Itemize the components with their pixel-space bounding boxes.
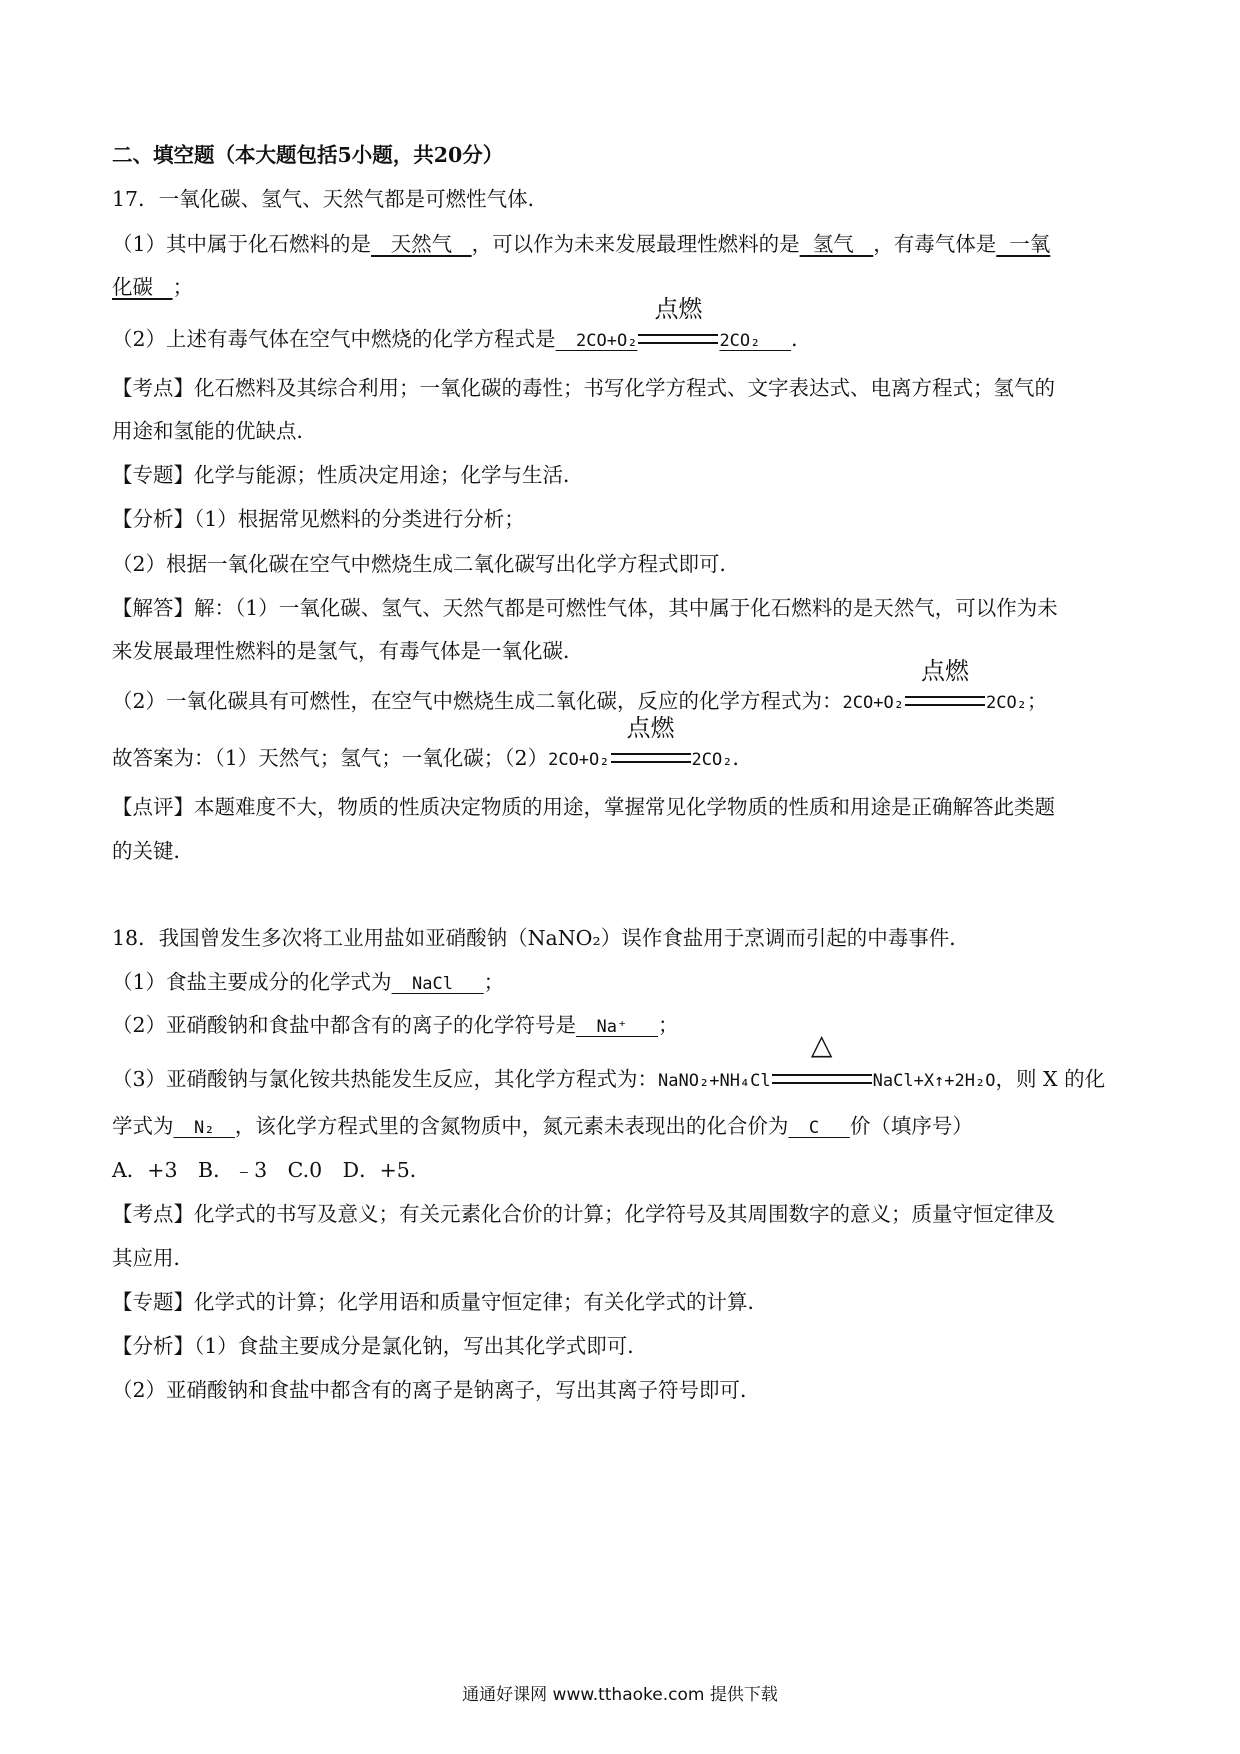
equal-bars-icon — [772, 1074, 872, 1084]
q17-part2: （2）上述有毒气体在空气中燃烧的化学方程式是 2CO+O₂ 点燃 2CO₂ ． — [112, 324, 812, 356]
page-footer: 通通好课网 www.tthaoke.com 提供下载 — [462, 1685, 778, 1705]
q17-answer-ideal-fuel: 氢气 — [799, 232, 874, 256]
q17-zhuanti: 【专题】化学与能源；性质决定用途；化学与生活． — [112, 463, 584, 487]
q17-dianping-2: 的关键． — [112, 839, 194, 863]
q17-jieda-2: 来发展最理性燃料的是氢气，有毒气体是一氧化碳． — [112, 639, 584, 663]
q17-jieda-1: 【解答】解：（1）一氧化碳、氢气、天然气都是可燃性气体，其中属于化石燃料的是天然气，可以作为未 — [112, 596, 1058, 620]
reaction-arrow — [772, 1028, 872, 1094]
condition-burn: 点燃 — [626, 714, 675, 742]
equal-bars-icon — [611, 753, 691, 763]
q18-kaodian-line1: 【考点】化学式的书写及意义；有关元素化合价的计算；化学符号及其周围数字的意义；质量守恒定律及 — [112, 1202, 1055, 1226]
q18-stem: 18．我国曾发生多次将工业用盐如亚硝酸钠（NaNO₂）误作食盐用于烹调而引起的中毒事件． — [112, 926, 970, 950]
q18-part3: （3）亚硝酸钠与氯化铵共热能发生反应，其化学方程式为：NaNO₂+NH₄Cl △ NaCl+X↑+2H₂O，则 X 的化 — [112, 1064, 1105, 1096]
q18-eq-right: NaCl+X↑+2H₂O — [872, 1071, 996, 1091]
condition-burn: 点燃 — [920, 657, 969, 685]
q18-answer-valence: C — [788, 1118, 850, 1138]
equal-bars-icon — [638, 334, 718, 344]
q17-summary-eq-left: 2CO+O₂ — [548, 750, 610, 770]
q17-kaodian-line1: 【考点】化石燃料及其综合利用；一氧化碳的毒性；书写化学方程式、文字表达式、电离方程式；氢气的 — [112, 376, 1055, 400]
q17-fenxi-2: （2）根据一氧化碳在空气中燃烧生成二氧化碳写出化学方程式即可． — [112, 552, 741, 576]
q17-dianping-1: 【点评】本题难度不大，物质的性质决定物质的用途，掌握常见化学物质的性质和用途是正确解答此类题 — [112, 795, 1055, 819]
reaction-arrow — [638, 295, 718, 354]
q17-summary-eq-right: 2CO₂ — [691, 750, 733, 770]
equal-bars-icon — [905, 696, 985, 706]
q18-fenxi-1: 【分析】（1）食盐主要成分是氯化钠，写出其化学式即可． — [112, 1334, 648, 1358]
q17-jieda-3: （2）一氧化碳具有可燃性，在空气中燃烧生成二氧化碳，反应的化学方程式为：2CO+O₂ 点燃 2CO₂； — [112, 686, 1047, 718]
q17-part1-line2: 化碳 ； — [112, 272, 193, 302]
q17-jieda-eq-left: 2CO+O₂ — [842, 693, 904, 713]
q17-part1-line1: （1）其中属于化石燃料的是 天然气 ，可以作为未来发展最理性燃料的是 氢气 ，有毒气体是 一氧 — [112, 229, 1050, 259]
q18-part3-cont: 学式为 N₂ ，该化学方程式里的含氮物质中，氮元素未表现出的化合价为 C 价（填序号） — [112, 1111, 973, 1143]
q17-equation-left: 2CO+O₂ — [555, 331, 638, 351]
q18-options: A．+3 B．﹣3 C.0 D．+5． — [112, 1158, 431, 1182]
q17-jieda-eq-right: 2CO₂ — [985, 693, 1027, 713]
reaction-arrow — [611, 714, 691, 773]
heat-triangle-icon: △ — [810, 1028, 833, 1061]
q17-answer-fossil-fuel: 天然气 — [371, 232, 472, 256]
q18-part2: （2）亚硝酸钠和食盐中都含有的离子的化学符号是 Na⁺ ； — [112, 1010, 678, 1042]
q18-fenxi-2: （2）亚硝酸钠和食盐中都含有的离子是钠离子，写出其离子符号即可． — [112, 1378, 761, 1402]
q18-answer-x: N₂ — [173, 1118, 235, 1138]
q17-stem: 17．一氧化碳、氢气、天然气都是可燃性气体． — [112, 187, 549, 211]
q17-kaodian-line2: 用途和氢能的优缺点． — [112, 419, 317, 443]
condition-burn: 点燃 — [654, 295, 703, 323]
q18-eq-left: NaNO₂+NH₄Cl — [658, 1071, 771, 1091]
q17-fenxi-1: 【分析】（1）根据常见燃料的分类进行分析； — [112, 507, 525, 531]
q18-kaodian-line2: 其应用． — [112, 1246, 194, 1270]
q18-part1: （1）食盐主要成分的化学式为 NaCl ； — [112, 967, 504, 999]
q18-answer-nacl: NaCl — [391, 974, 484, 994]
q17-answer-summary: 故答案为：（1）天然气；氢气；一氧化碳；（2）2CO+O₂ 点燃 2CO₂． — [112, 743, 753, 775]
section-title: 二、填空题（本大题包括5小题，共20分） — [112, 143, 504, 167]
q17-answer-toxic-gas-cont: 化碳 — [112, 275, 173, 299]
q18-answer-ion: Na⁺ — [576, 1017, 658, 1037]
reaction-arrow — [905, 657, 985, 716]
q18-zhuanti: 【专题】化学式的计算；化学用语和质量守恒定律；有关化学式的计算． — [112, 1290, 768, 1314]
q17-equation-right: 2CO₂ — [719, 331, 792, 351]
q17-answer-toxic-gas: 一氧 — [996, 232, 1051, 256]
